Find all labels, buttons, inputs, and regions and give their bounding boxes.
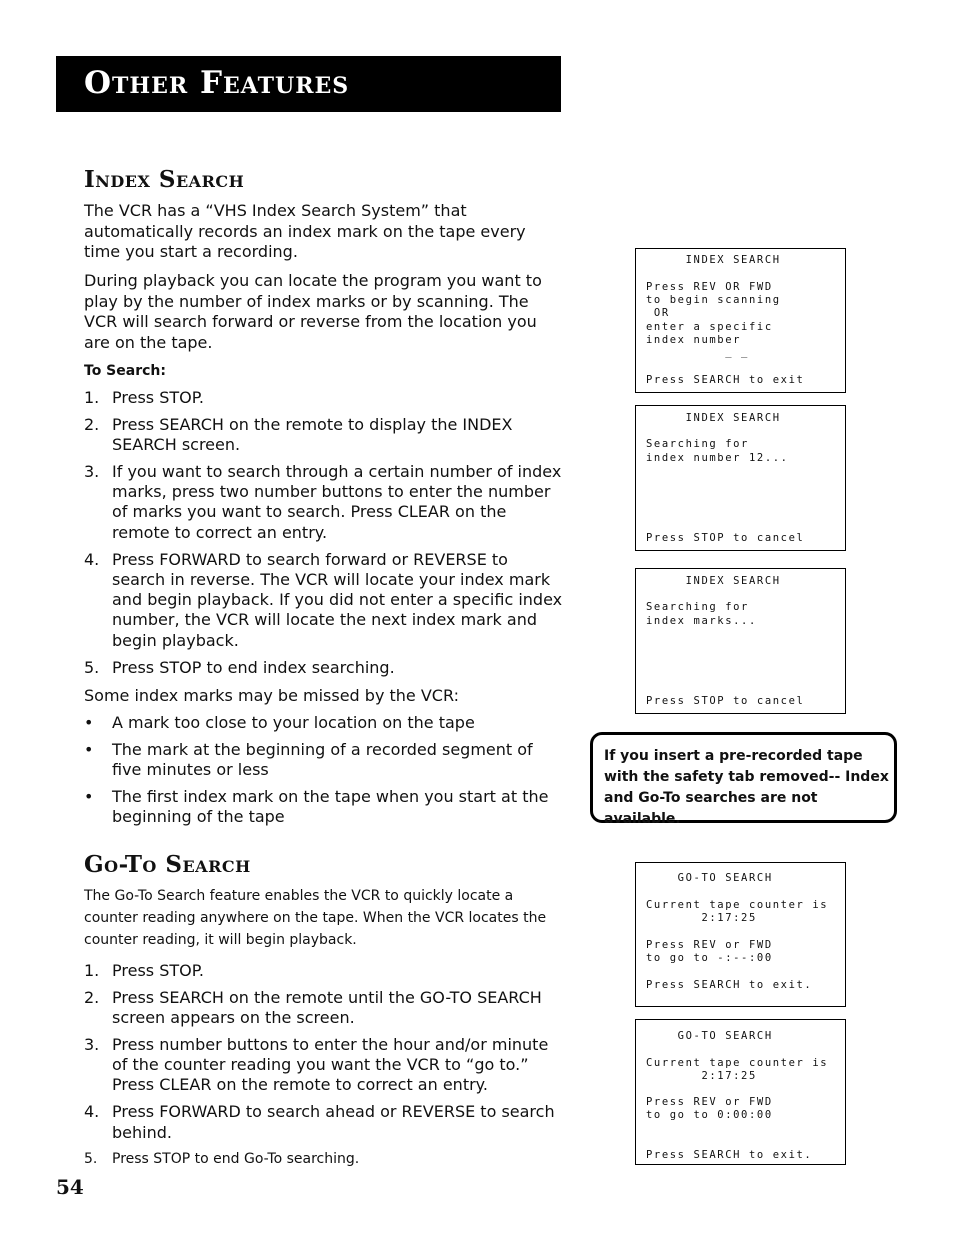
index-intro-paragraph: The VCR has a “VHS Index Search System” that automatically records an index mark on the tape every time you start a recording. — [84, 201, 526, 261]
list-item: 1. Press STOP. — [84, 388, 204, 407]
screen-line: to go to -:--:00 — [646, 952, 773, 964]
goto-steps-list — [84, 961, 566, 1176]
missed-marks-list — [84, 713, 566, 834]
bullet-icon: • — [84, 739, 94, 759]
screen-line: Press REV or FWD — [646, 939, 773, 951]
list-item: 4. Press FORWARD to search ahead or REVERSE to search behind. — [84, 1102, 555, 1142]
screen-line: OR — [646, 307, 670, 319]
goto-intro-paragraph: The Go-To Search feature enables the VCR to quickly locate a counter reading anywhere on the tape. When the VCR locates the counter reading, it will begin playback. — [84, 888, 547, 948]
page-number: 54 — [56, 1175, 84, 1199]
screen-line: INDEX SEARCH — [646, 412, 781, 424]
note-text: If you insert a pre-recorded tape with the safety tab removed-- Index and Go-To searches are not available. — [604, 748, 889, 827]
screen-line: Current tape counter is — [646, 899, 829, 911]
bullet-icon: • — [84, 786, 94, 806]
list-item: 2. Press SEARCH on the remote to display the INDEX SEARCH screen. — [84, 414, 513, 455]
safety-tab-note — [590, 732, 897, 827]
screen-line: 2:17:25 — [646, 1070, 757, 1082]
screen-line: INDEX SEARCH — [646, 254, 781, 266]
index-steps-list — [84, 388, 566, 684]
screen-line: to begin scanning — [646, 294, 781, 306]
screen-line: index number 12... — [646, 452, 789, 464]
screen-line: Press REV or FWD — [646, 1096, 773, 1108]
screen-line: index number — [646, 334, 742, 346]
missed-marks-intro: Some index marks may be missed by the VCR: — [84, 686, 459, 705]
list-item: 1. Press STOP. — [84, 961, 204, 980]
index-search-marks-screen — [635, 568, 846, 714]
screen-line: GO-TO SEARCH — [646, 872, 773, 884]
index-playback-paragraph: During playback you can locate the program you want to play by the number of index marks or by scanning. The VCR will search forward or reverse from the location you are on the tape. — [84, 271, 542, 352]
screen-line: to go to 0:00:00 — [646, 1109, 773, 1121]
page-title: Other Features — [84, 65, 350, 101]
index-search-start-screen — [635, 248, 846, 393]
index-search-heading: Index Search — [84, 166, 245, 193]
screen-line: Press SEARCH to exit. — [646, 1149, 813, 1161]
list-item: 4. Press FORWARD to search forward or REVERSE to search in reverse. The VCR will locate your index mark and begin playback. If you did not enter a specific index number, the VCR will locate the next index mark and begin playback. — [84, 549, 563, 650]
screen-line: Searching for — [646, 601, 749, 613]
list-item: 5. Press STOP to end index searching. — [84, 657, 395, 677]
list-item: 3. If you want to search through a certain number of index marks, press two number buttons to enter the number of marks you want to search. Press CLEAR on the remote to correct an entry. — [84, 461, 562, 542]
list-item: 3. Press number buttons to enter the hour and/or minute of the counter reading you want the VCR to “go to.” Press CLEAR on the remote to correct an entry. — [84, 1034, 549, 1095]
screen-line: INDEX SEARCH — [646, 575, 781, 587]
screen-line: _ _ — [646, 346, 749, 358]
screen-line: Press REV OR FWD — [646, 281, 773, 293]
section-banner — [56, 56, 561, 112]
list-item: • A mark too close to your location on the tape — [84, 713, 475, 732]
list-item: • The mark at the beginning of a recorded segment of five minutes or less — [84, 739, 533, 780]
screen-line: Press STOP to cancel — [646, 532, 805, 544]
to-search-subheading: To Search: — [84, 363, 166, 379]
screen-line: index marks... — [646, 615, 757, 627]
screen-line: Press STOP to cancel — [646, 695, 805, 707]
list-item: 2. Press SEARCH on the remote until the GO-TO SEARCH screen appears on the screen. — [84, 987, 542, 1028]
goto-search-screen-2 — [635, 1019, 846, 1165]
goto-search-screen-1 — [635, 862, 846, 1007]
screen-line: Current tape counter is — [646, 1057, 829, 1069]
list-item: 5. Press STOP to end Go-To searching. — [84, 1151, 360, 1168]
screen-line: Searching for — [646, 438, 749, 450]
bullet-icon: • — [84, 713, 94, 732]
screen-line: enter a specific — [646, 321, 773, 333]
goto-search-heading: Go-To Search — [84, 851, 251, 878]
screen-line: Press SEARCH to exit — [646, 374, 805, 386]
list-item: • The first index mark on the tape when you start at the beginning of the tape — [84, 786, 549, 827]
screen-line: GO-TO SEARCH — [646, 1030, 773, 1042]
screen-line: 2:17:25 — [646, 912, 757, 924]
index-search-number-screen — [635, 405, 846, 551]
screen-line: Press SEARCH to exit. — [646, 979, 813, 991]
